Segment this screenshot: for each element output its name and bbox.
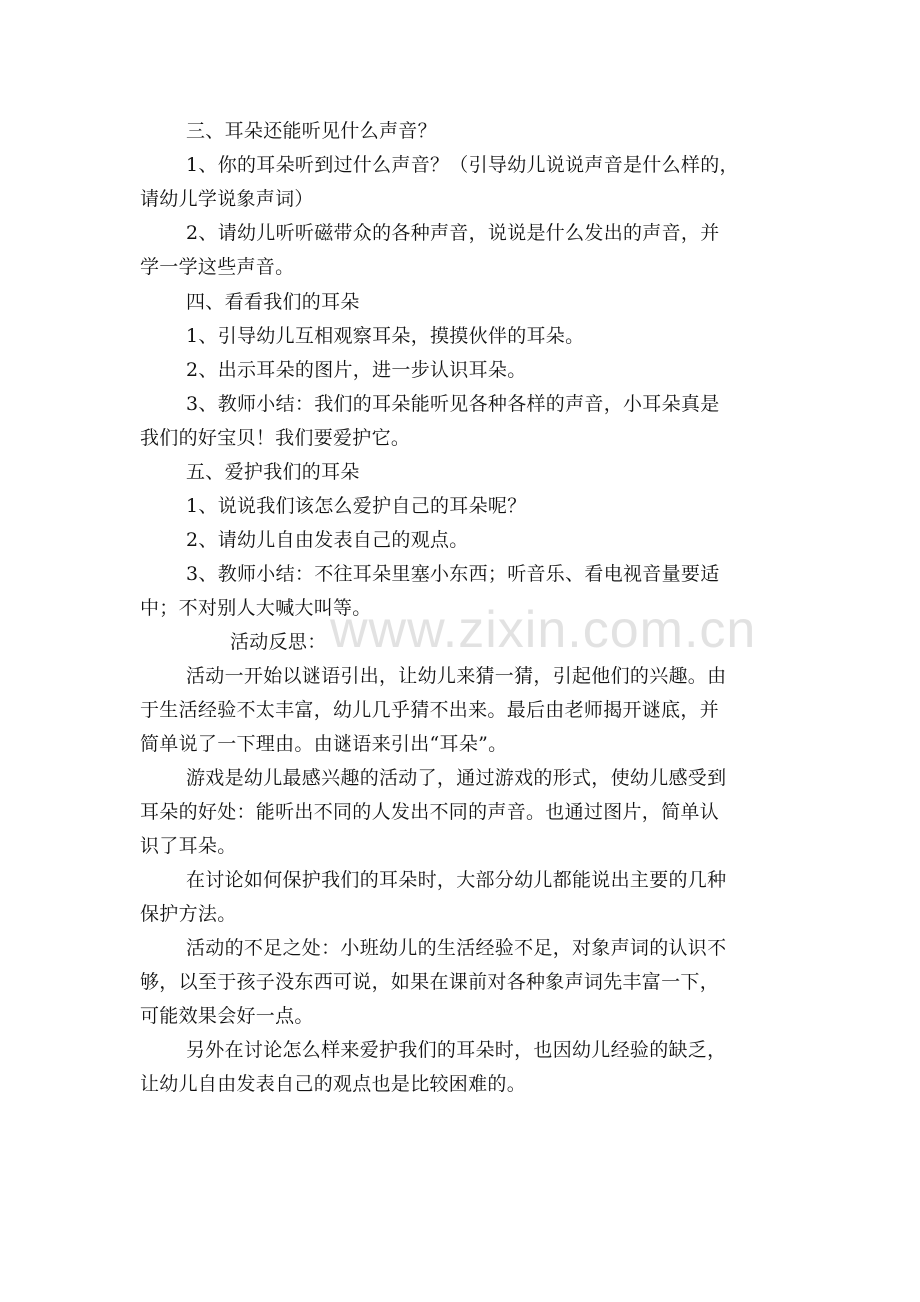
paragraph-line: 可能效果会好一点。 xyxy=(140,1005,314,1027)
section-heading: 四、看看我们的耳朵 xyxy=(186,291,360,313)
paragraph-line: 2、请幼儿自由发表自己的观点。 xyxy=(186,529,469,551)
paragraph-line: 2、出示耳朵的图片，进一步认识耳朵。 xyxy=(186,359,527,381)
paragraph-line: 3、教师小结：我们的耳朵能听见各种各样的声音，小耳朵真是 xyxy=(186,393,720,415)
paragraph-line: 我们的好宝贝！我们要爱护它。 xyxy=(140,427,411,449)
paragraph-line: 1、说说我们该怎么爱护自己的耳朵呢？ xyxy=(186,495,527,517)
paragraph-line: 保护方法。 xyxy=(140,903,237,925)
paragraph-line: 学一学这些声音。 xyxy=(140,256,295,278)
paragraph-line: 游戏是幼儿最感兴趣的活动了，通过游戏的形式，使幼儿感受到 xyxy=(186,767,727,789)
paragraph-line: 耳朵的好处：能听出不同的人发出不同的声音。也通过图片，简单认 xyxy=(140,801,720,823)
paragraph-line: 2、请幼儿听听磁带众的各种声音，说说是什么发出的声音，并 xyxy=(186,222,720,244)
paragraph-line: 活动一开始以谜语引出，让幼儿来猜一猜，引起他们的兴趣。由 xyxy=(186,665,727,687)
paragraph-line: 让幼儿自由发表自己的观点也是比较困难的。 xyxy=(140,1073,527,1095)
paragraph-line: 识了耳朵。 xyxy=(140,835,237,857)
paragraph-line: 1、引导幼儿互相观察耳朵，摸摸伙伴的耳朵。 xyxy=(186,325,585,347)
paragraph-line: 3、教师小结：不往耳朵里塞小东西；听音乐、看电视音量要适 xyxy=(186,563,720,585)
paragraph-line: 在讨论如何保护我们的耳朵时，大部分幼儿都能说出主要的几种 xyxy=(186,869,727,891)
section-heading: 活动反思： xyxy=(230,631,327,653)
watermark: www.zixin.com.cn xyxy=(330,601,757,659)
section-heading: 五、爱护我们的耳朵 xyxy=(186,461,360,483)
paragraph-line: 活动的不足之处：小班幼儿的生活经验不足，对象声词的认识不 xyxy=(186,937,727,959)
paragraph-line: 于生活经验不太丰富，幼儿几乎猜不出来。最后由老师揭开谜底，并 xyxy=(140,699,720,721)
paragraph-line: 1、你的耳朵听到过什么声音？（引导幼儿说说声音是什么样的， xyxy=(186,154,739,176)
paragraph-line: 够，以至于孩子没东西可说，如果在课前对各种象声词先丰富一下， xyxy=(140,971,720,993)
paragraph-line: 中；不对别人大喊大叫等。 xyxy=(140,597,372,619)
paragraph-line: 请幼儿学说象声词） xyxy=(140,188,314,210)
paragraph-line: 另外在讨论怎么样来爱护我们的耳朵时，也因幼儿经验的缺乏， xyxy=(186,1039,727,1061)
section-heading: 三、耳朵还能听见什么声音？ xyxy=(186,120,437,142)
paragraph-line: 简单说了一下理由。由谜语来引出“耳朵”。 xyxy=(140,733,508,755)
